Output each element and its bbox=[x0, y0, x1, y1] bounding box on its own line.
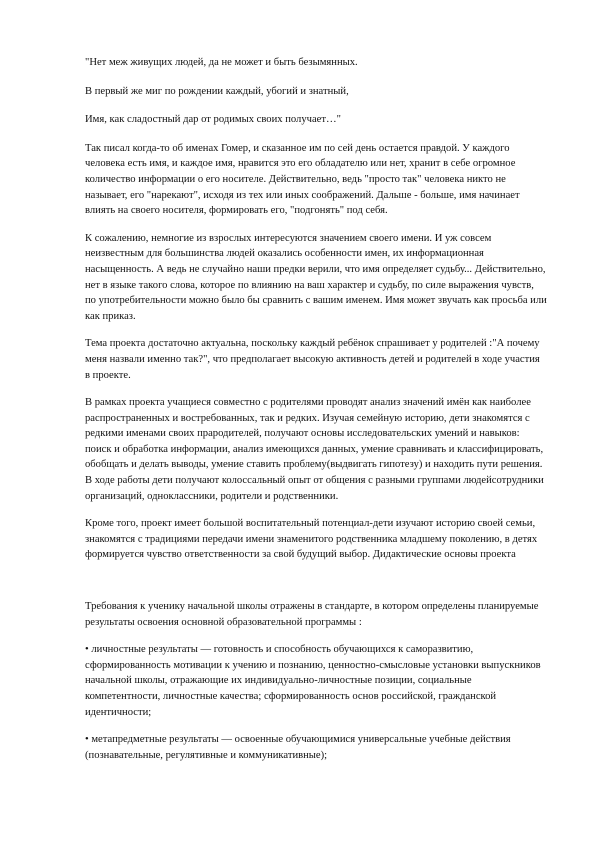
paragraph-educational-potential: Кроме того, проект имеет большой воспитательный потенциал-дети изучают историю своей семьи, знакомятся с традициями передачи имени знаменитого родственника младшему поколению, в детях формируется чувство ответственности за свой будущий выбор. Дидактические основы проекта bbox=[85, 518, 538, 561]
epigraph-line-3: Имя, как сладостный дар от родимых своих получает…" bbox=[85, 114, 341, 126]
list-item-metasubject-results: • метапредметные результаты — освоенные обучающимися универсальные учебные действия (познавательные, регулятивные и коммуникативные); bbox=[85, 734, 511, 761]
paragraph-project-topic: Тема проекта достаточно актуальна, поскольку каждый ребёнок спрашивает у родителей :"А почему меня назвали именно так?", что предполагает высокую активность детей и родителей в ходе участия в проекте. bbox=[85, 338, 540, 381]
paragraph-standard-requirements: Требования к ученику начальной школы отражены в стандарте, в котором определены планируемые результаты освоения основной образовательной программы : bbox=[85, 601, 539, 628]
epigraph-line-1: "Нет меж живущих людей, да не может и быть безымянных. bbox=[85, 57, 358, 68]
paragraph-project-scope: В рамках проекта учащиеся совместно с родителями проводят анализ значений имён как наиболее распространенных и востребованных, так и редких. Изучая семейную историю, дети знакомятся с редкими именами своих прародителей, получают основы исследовательских умений и навыков: поиск и обработка информации, анализ имеющихся данных, умение сравнивать и классифицировать, обобщать и делать выводы, умение ставить проблему(выдвигать гипотезу) и находить пути решения. В ходе работы дети получают колоссальный опыт от общения с разными группами людейсотрудники организаций, одноклассники, родители и родственники. bbox=[85, 397, 544, 502]
paragraph-name-meaning: К сожалению, немногие из взрослых интересуются значением своего имени. И уж совсем неизвестным для большинства людей оказались особенности имен, их информационная насыщенность. А ведь не случайно наши предки верили, что имя определяет судьбу... Действительно, нет в языке такого слова, которое по влиянию на ваш характер и судьбу, по силе выражения чувств, по употребительности можно было бы сравнить с вашим именем. Имя может звучать как просьба или как приказ. bbox=[85, 232, 547, 322]
paragraph-homer: Так писал когда-то об именах Гомер, и сказанное им по сей день остается правдой. У каждого человека есть имя, и каждое имя, нравится это его обладателю или нет, хранит в себе огромное количество информации о его носителе. Действительно, ведь "просто так" человека никто не называет, его "нарекают", исходя из тех или иных соображений. Дальше - больше, имя начинает влиять на своего носителя, формировать его, "подгонять" под себя. bbox=[85, 142, 520, 217]
epigraph-line-2: В первый же миг по рождении каждый, убогий и знатный, bbox=[85, 85, 349, 97]
document-page bbox=[85, 55, 547, 763]
list-item-personal-results: • личностные результаты — готовность и способность обучающихся к саморазвитию, сформированность мотивации к учению и познанию, ценностно-смысловые установки выпускников начальной школы, отражающие их индивидуально-личностные позиции, социальные компетентности, личностные качества; сформированность основ российской, гражданской идентичности; bbox=[85, 644, 541, 718]
